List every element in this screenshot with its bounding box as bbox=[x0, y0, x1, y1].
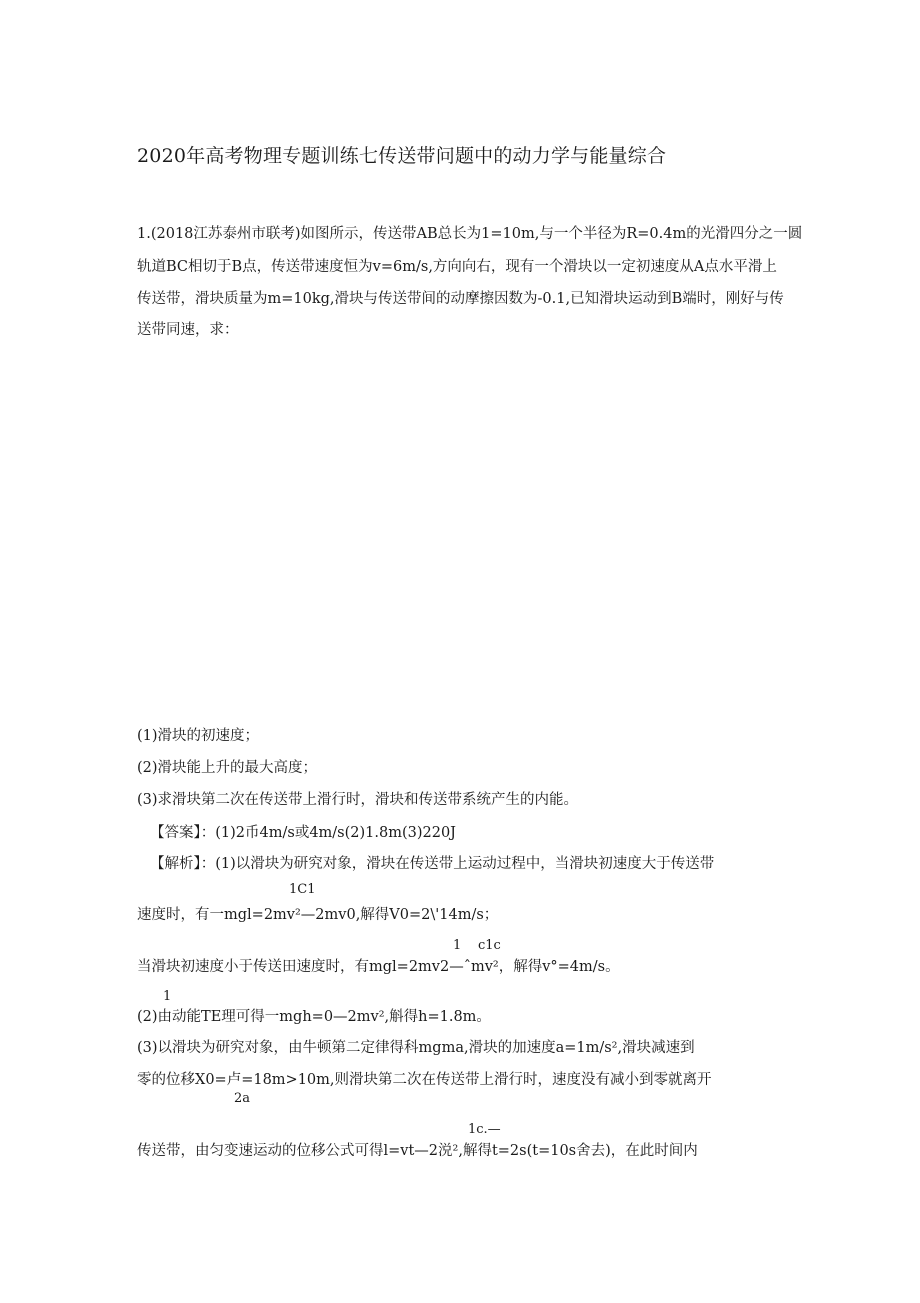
analysis-line-3: 当滑块初速度小于传送田速度时，有mgl=2mv2—ˆmv²，解得v°=4m/s。 bbox=[137, 959, 620, 975]
analysis-line-6: 零的位移X0=卢=18m>10m,则滑块第二次在传送带上滑行时，速度没有减小到零就离开 bbox=[137, 1072, 712, 1088]
analysis-fraction-2b: c1c bbox=[478, 938, 501, 953]
analysis-line-7: 传送带，由匀变速运动的位移公式可得l=vt—2涚²,解得t=2s(t=10s舍去)，在此时间内 bbox=[137, 1143, 698, 1159]
question-3: (3)求滑块第二次在传送带上滑行时，滑块和传送带系统产生的内能。 bbox=[137, 792, 579, 808]
problem-line-2: 轨道BC相切于B点，传送带速度恒为v=6m/s,方向向右，现有一个滑块以一定初速度从A点水平滑上 bbox=[137, 259, 777, 275]
problem-line-3: 传送带，滑块质量为m=10kg,滑块与传送带间的动摩擦因数为-0.1,已知滑块运动到B端时，刚好与传 bbox=[137, 291, 784, 307]
question-1: (1)滑块的初速度； bbox=[137, 728, 260, 744]
problem-line-4: 送带同速，求： bbox=[137, 322, 239, 338]
question-2: (2)滑块能上升的最大高度； bbox=[137, 760, 318, 776]
problem-line-1: 1.(2018江苏泰州市联考)如图所示，传送带AB总长为1=10m,与一个半径为R=0.4m的光滑四分之一圆 bbox=[137, 226, 803, 242]
analysis-fraction-3: 1 bbox=[163, 989, 172, 1004]
analysis-line-2: 速度时，有一mgl=2mv²—2mv0,解得V0=2\'14m/s； bbox=[137, 907, 499, 923]
page-title: 2020年高考物理专题训练七传送带问题中的动力学与能量综合 bbox=[137, 145, 667, 167]
analysis-fraction-2a: 1 bbox=[453, 938, 462, 953]
analysis-fraction-1: 1C1 bbox=[289, 882, 316, 897]
analysis-line-1: 【解析】：(1)以滑块为研究对象，滑块在传送带上运动过程中，当滑块初速度大于传送带 bbox=[150, 856, 715, 872]
figure-placeholder bbox=[137, 350, 787, 710]
answer-line: 【答案】：(1)2币4m/s或4m/s(2)1.8m(3)220J bbox=[150, 825, 456, 841]
analysis-fraction-7: 1c.— bbox=[468, 1122, 501, 1137]
analysis-line-4: (2)由动能TE理可得一mgh=0—2mv²,斛得h=1.8m。 bbox=[137, 1009, 491, 1025]
analysis-fraction-6: 2a bbox=[234, 1091, 251, 1106]
analysis-line-5: (3)以滑块为研究对象，由牛顿第二定律得科mgma,滑块的加速度a=1m/s²,滑块减速到 bbox=[137, 1040, 695, 1056]
